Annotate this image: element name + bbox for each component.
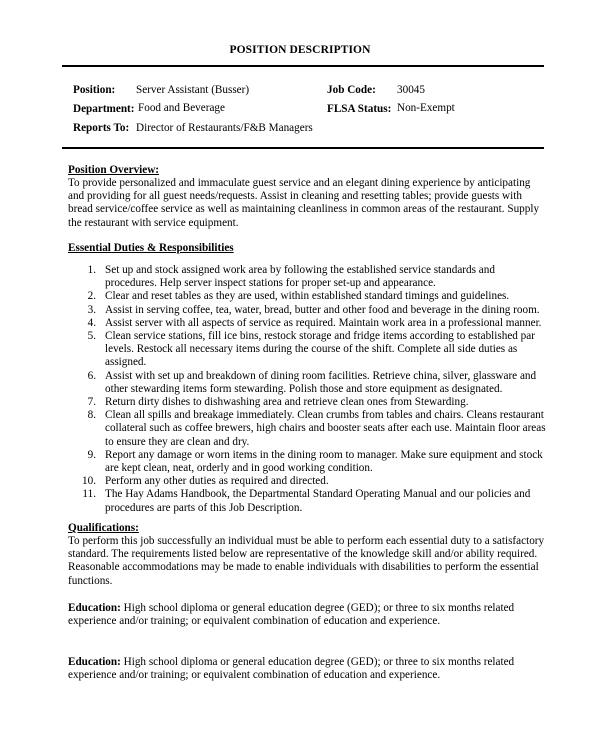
duty-number: 5.: [87, 330, 96, 343]
duties-title: Essential Duties & Responsibilities: [68, 242, 234, 254]
duty-text: Assist with set up and breakdown of dining room facilities. Retrieve china, silver, glassware and other stewarding items form stewarding. Polish those and store equipment as designated.: [105, 369, 537, 395]
duty-item: [68, 409, 548, 449]
qualifications-text: To perform this job successfully an individual must be able to perform each essential duty to a satisfactory standard. The requirements listed below are representative of the knowledge skill and/or ability required. Reasonable accommodations may be made to enable individuals with disabilities to perform the essential functions.: [68, 535, 545, 587]
duty-text: Perform any other duties as required and directed.: [105, 475, 329, 488]
education-label: Education:: [68, 602, 121, 614]
duty-text: Assist in serving coffee, tea, water, bread, butter and other food and beverage in the dining room.: [105, 303, 540, 316]
overview-text: To provide personalized and immaculate guest service and an elegant dining experience by anticipating and providing for all guest needs/requests. Assist in cleaning and resetting tables; provide guests with bread service/coffee service as well as maintaining cleanliness in common areas of the restaurant. Supply the restaurant with service equipment.: [68, 177, 540, 229]
department-value: Food and Beverage: [138, 102, 225, 114]
reports-to-value: Director of Restaurants/F&B Managers: [136, 122, 313, 134]
duty-item: [68, 304, 548, 317]
position-label: Position:: [73, 84, 116, 96]
duty-number: 10.: [82, 475, 96, 488]
duty-text: Clean all spills and breakage immediately. Clean crumbs from tables and chairs. Cleans restaurant collateral such as coffee brewers, high chairs and booster seats after each use. Maintain floor areas to ensure they are clean and dry.: [105, 409, 546, 448]
top-divider: [62, 65, 544, 67]
duty-item: [68, 475, 548, 488]
flsa-value: Non-Exempt: [397, 102, 455, 114]
education-text: High school diploma or general education degree (GED); or three to six months related experience and/or training; or equivalent combination of education and experience.: [68, 656, 515, 682]
duty-item: [68, 396, 548, 409]
duty-item: [68, 449, 548, 475]
duty-item: [68, 317, 548, 330]
duty-text: Report any damage or worn items in the dining room to manager. Make sure equipment and stock are kept clean, neat, orderly and in good working condition.: [105, 448, 543, 475]
duty-text: The Hay Adams Handbook, the Departmental Standard Operating Manual and our policies and procedures are parts of this Job Description.: [105, 488, 531, 514]
qualifications-title: Qualifications:: [68, 522, 139, 534]
duty-number: 6.: [87, 369, 96, 382]
duty-item: [68, 264, 548, 290]
job-code-label: Job Code:: [327, 84, 376, 96]
duty-number: 7.: [87, 396, 96, 409]
duty-number: 3.: [87, 303, 96, 316]
duty-text: Return dirty dishes to dishwashing area and retrieve clean ones from Stewarding.: [105, 396, 469, 409]
duty-number: 8.: [87, 409, 96, 422]
education-block: [68, 602, 548, 628]
duty-item: [68, 488, 548, 514]
job-code-value: 30045: [397, 84, 425, 96]
duty-number: 9.: [87, 448, 96, 461]
duty-text: Clear and reset tables as they are used, within established standard timings and guidelines.: [105, 290, 510, 303]
department-label: Department:: [73, 103, 135, 115]
duty-number: 4.: [87, 316, 96, 329]
overview-title: Position Overview:: [68, 164, 160, 176]
duty-text: Assist server with all aspects of service as required. Maintain work area in a professional manner.: [105, 316, 542, 329]
reports-to-label: Reports To:: [73, 122, 130, 134]
education-block: [68, 656, 548, 682]
header-divider: [62, 147, 544, 149]
duty-item: [68, 330, 548, 370]
duty-number: 11.: [82, 488, 96, 501]
flsa-label: FLSA Status:: [327, 103, 392, 115]
education-label: Education:: [68, 656, 121, 668]
duty-text: Clean service stations, fill ice bins, restock storage and fridge items according to established par levels. Restock all necessary items during the course of the shift. Complete all side duties as assigned.: [105, 330, 535, 369]
duties-list: [68, 264, 548, 515]
duty-item: [68, 370, 548, 396]
duty-number: 1.: [87, 264, 96, 276]
position-value: Server Assistant (Busser): [136, 84, 250, 96]
duty-number: 2.: [87, 290, 96, 303]
education-text: High school diploma or general education degree (GED); or three to six months related experience and/or training; or equivalent combination of education and experience.: [68, 602, 515, 628]
duty-item: [68, 290, 548, 303]
duty-text: Set up and stock assigned work area by following the established service standards and procedures. Help server inspect stations for proper set-up and appearance.: [105, 264, 495, 290]
page-title: POSITION DESCRIPTION: [229, 44, 371, 56]
